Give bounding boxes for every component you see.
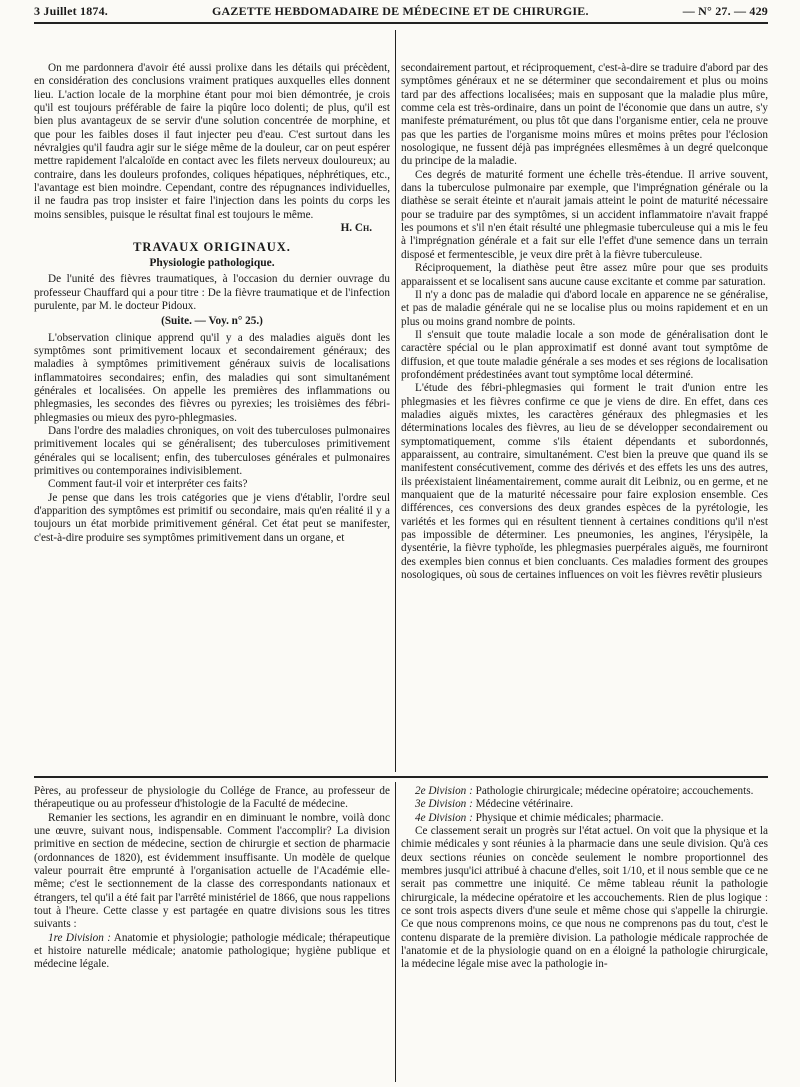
article-title: De l'unité des fièvres traumatiques, à l'occasion du dernier ouvrage du professeur Chauffard qui a pour titre : De la fièvre traumatique et de l'infection purulente, par M. le docteur Pidoux. — [34, 273, 390, 312]
column-bottom-right — [401, 785, 768, 1085]
header-rule — [34, 22, 768, 24]
paragraph: Dans l'ordre des maladies chroniques, on voit des tuberculoses pulmonaires primitivement locales qui se généralisent; des tuberculoses primitivement générales qui se localisent; enfin, des tuberculoses générales et pulmonaires primitives ou contemporaines indivisiblement. — [34, 424, 390, 477]
column-bottom-left — [34, 785, 390, 1085]
division-label: 3e Division : — [415, 798, 473, 811]
paragraph: Ces degrés de maturité forment une échelle très-étendue. Il arrive souvent, dans la tuberculose pulmonaire par exemple, que l'imprégnation générale ou la diathèse se serait éteinte et n'aurait jamais atteint le point de maturité nécessaire pour se traduire par des symptômes, si un accident inflammatoire n'avait frappé les poumons et s'il n'en était résulté une phlegmasie tuberculeuse qui a mis le feu à l'imprégnation générale et a fait sur elle l'effet d'une semence dans un terrain disposé et fermentescible, je veux dire prêt à la fièvre tuberculeuse. — [401, 168, 768, 261]
paragraph: secondairement partout, et réciproquement, c'est-à-dire se traduire d'abord par des symptômes généraux et ne se déterminer que secondairement et plus ou moins tard par des affections localisées; mais en supposant que la maladie plus mûre, comme cela est très-ordinaire, dans un point de l'économie que dans un autre, s'y manifeste prématurément, ou plus tôt que dans l'organisme entier, cela ne prouve pas que les parties de l'organisme moins mûres et moins prêtes pour l'éclosion nosologique, ne fussent déjà pas imprégnées ellesmêmes à un degré quelconque du principe de la maladie. — [401, 62, 768, 168]
division-text: Physique et chimie médicales; pharmacie. — [472, 811, 664, 824]
division-item — [401, 785, 768, 798]
division-text: Médecine vétérinaire. — [472, 798, 574, 811]
division-item — [34, 932, 390, 972]
paragraph: Remanier les sections, les agrandir en en diminuant le nombre, voilà donc une œuvre, suivant nous, indispensable. Comment l'accomplir? La division primitive en section de médecine, section de chirurgie et section de pharmacie (ordonnances de 1820), est évidemment insuffisante. Un modèle de quelque valeur pourrait être emprunté à l'organisation actuelle de l'Académie elle-même; c'est le sectionnement de la classe des correspondants nationaux et étrangers, tel qu'il a été fait par l'arrêté ministériel de 1866, que nous rappelions tout à l'heure. Cette classe y est partagée en quatre divisions sous les titres suivants : — [34, 811, 390, 931]
paragraph: Réciproquement, la diathèse peut être assez mûre pour que ses produits apparaissent et se localisent sans aucune cause excitante et comme par saturation. — [401, 262, 768, 288]
division-text: Anatomie et physiologie; pathologie médicale; thérapeutique et histoire naturelle médicale; anatomie pathologique; hygiène publique et médecine légale. — [34, 931, 390, 971]
paragraph: L'observation clinique apprend qu'il y a des maladies aiguës dont les symptômes sont primitivement locaux et secondairement généraux; des maladies à symptômes primitivement généraux suivis de localisations inflammatoires secondaires; enfin, des maladies qui sont simultanément générales et localisées. On appelle les premières des inflammations ou phlegmasies, les secondes des fièvres ou pyrexies; les troisièmes des fébri-phlegmasies ou mieux des pyro-phlegmasies. — [34, 331, 390, 424]
section-title: TRAVAUX ORIGINAUX. — [133, 240, 291, 255]
signature: H. Ch. — [340, 222, 372, 235]
division-label: 1re Division : — [48, 931, 111, 944]
bottom-column-divider — [395, 782, 396, 1082]
page-header — [34, 4, 768, 20]
header-title: GAZETTE HEBDOMADAIRE DE MÉDECINE ET DE CHIRURGIE. — [212, 4, 589, 18]
column-top-right — [401, 62, 768, 772]
section-rule — [34, 776, 768, 778]
division-item — [401, 812, 768, 825]
paragraph: Ce classement serait un progrès sur l'état actuel. On voit que la physique et la chimie médicales y sont réunies à la pharmacie dans une seule division. Qu'à ces deux sections réunies on concède seulement le nombre proportionnel des membres jusqu'ici attribué à chacune d'elles, soit 1/10, et il nous semble que ce ne serait pas commettre une iniquité. Ce même tableau réunit la pathologie chirurgicale, la médecine opératoire et les accouchements. Rien de plus logique : ce sont trois aspects divers d'une seule et même chose qui s'appelle la chirurgie. Ce que nous comprenons moins, ce que nous ne comprenons pas du tout, c'est le contenu disparate de la première division. La pathologie médicale rapprochée de l'anatomie et de la physiologie quand on en a éloigné la pathologie chirurgicale, la médecine légale mise avec la pathologie in- — [401, 825, 768, 971]
paragraph: Il n'y a donc pas de maladie qui d'abord locale en apparence ne se généralise, et pas de maladie générale qui ne se localise plus ou moins rapidement et en un plus ou moins grand nombre de points. — [401, 288, 768, 328]
header-page-number: — N° 27. — 429 — [682, 4, 768, 18]
subsection-title: Physiologie pathologique. — [149, 256, 275, 269]
division-label: 2e Division : — [415, 785, 473, 797]
division-label: 4e Division : — [415, 811, 473, 824]
paragraph: Il s'ensuit que toute maladie locale a son mode de généralisation dont le caractère spécial ou le plan approximatif est donné avant tout symptôme de diffusion, et que toute maladie générale a ses modes et ses régions de localisation profondément prédestinées avant tout symptôme local déterminé. — [401, 328, 768, 381]
paragraph: On me pardonnera d'avoir été aussi prolixe dans les détails qui précèdent, en considération des conclusions vraiment pratiques auxquelles elles donnent lieu. L'action locale de la morphine étant pour moi bien démontrée, je crois qu'il est toujours préférable de faire la piqûre loco dolenti; de plus, qu'il est bien plus avantageux de se servir d'une solution concentrée de morphine, et que pour les faibles doses il faut injecter peu d'eau. C'est surtout dans les névralgies qu'il faudra agir sur le siége même de la douleur, car on peut espérer mettre rapidement l'alcaloïde en contact avec les filets nerveux douloureux; au contraire, dans les douleurs profondes, coliques hépatiques, néphrétiques, etc., l'avantage est bien moindre. Cependant, contre des répugnances individuelles, il ne faudra pas trop insister et faire l'injection dans les points du corps les moins sensibles, puisque le résultat final est toujours le même. — [34, 62, 390, 221]
continuation-note: (Suite. — Voy. n° 25.) — [161, 315, 263, 328]
paragraph: Pères, au professeur de physiologie du Collége de France, au professeur de thérapeutique ou au professeur d'histologie de la Faculté de médecine. — [34, 785, 390, 811]
header-date: 3 Juillet 1874. — [34, 4, 108, 18]
division-item — [401, 798, 768, 811]
paragraph: L'étude des fébri-phlegmasies qui forment le trait d'union entre les phlegmasies et les fièvres confirme ce que je viens de dire. En effet, dans ces maladies aiguës mixtes, les caractères généraux des phlegmasies et les déterminations locales des fièvres, au lieu de se développer secondairement ou symptomatiquement, comme s'ils étaient dépendants et subordonnés, apparaissent, au contraire, simultanément. C'est bien la preuve que quand ils se manifestent consécutivement, comme des dérivés et des effets les uns des autres, ils préexistaient linéamentairement, comme aurait dit Leibniz, ou en germe, et ne manquaient que de la maturité nécessaire pour faire explosion ensemble. Ces différences, ces conversions des deux grandes espèces de la pyrétologie, les variétés et les formes qui en résultent tiennent à certaines conditions qu'il n'est pas impossible de déterminer. Les pneumonies, les angines, l'érysipèle, la dysentérie, la fièvre typhoïde, les phlegmasies puerpérales aiguës, me fourniront des exemples bien connus et bien concluants. Ces maladies forment des groupes nosologiques, où sous de certaines influences on voit les fièvres revêtir plusieurs — [401, 382, 768, 582]
column-top-left — [34, 62, 390, 772]
division-text: Pathologie chirurgicale; médecine opératoire; accouchements. — [472, 785, 754, 797]
top-column-divider — [395, 30, 396, 772]
paragraph: Je pense que dans les trois catégories que je viens d'établir, l'ordre seul d'apparition des symptômes est primitif ou secondaire, mais qu'en réalité il y a toujours un état morbide primitivement général. Cet état peut se manifester, c'est-à-dire produire ses symptômes primitivement dans un organe, et — [34, 491, 390, 544]
paragraph: Comment faut-il voir et interpréter ces faits? — [48, 478, 248, 491]
